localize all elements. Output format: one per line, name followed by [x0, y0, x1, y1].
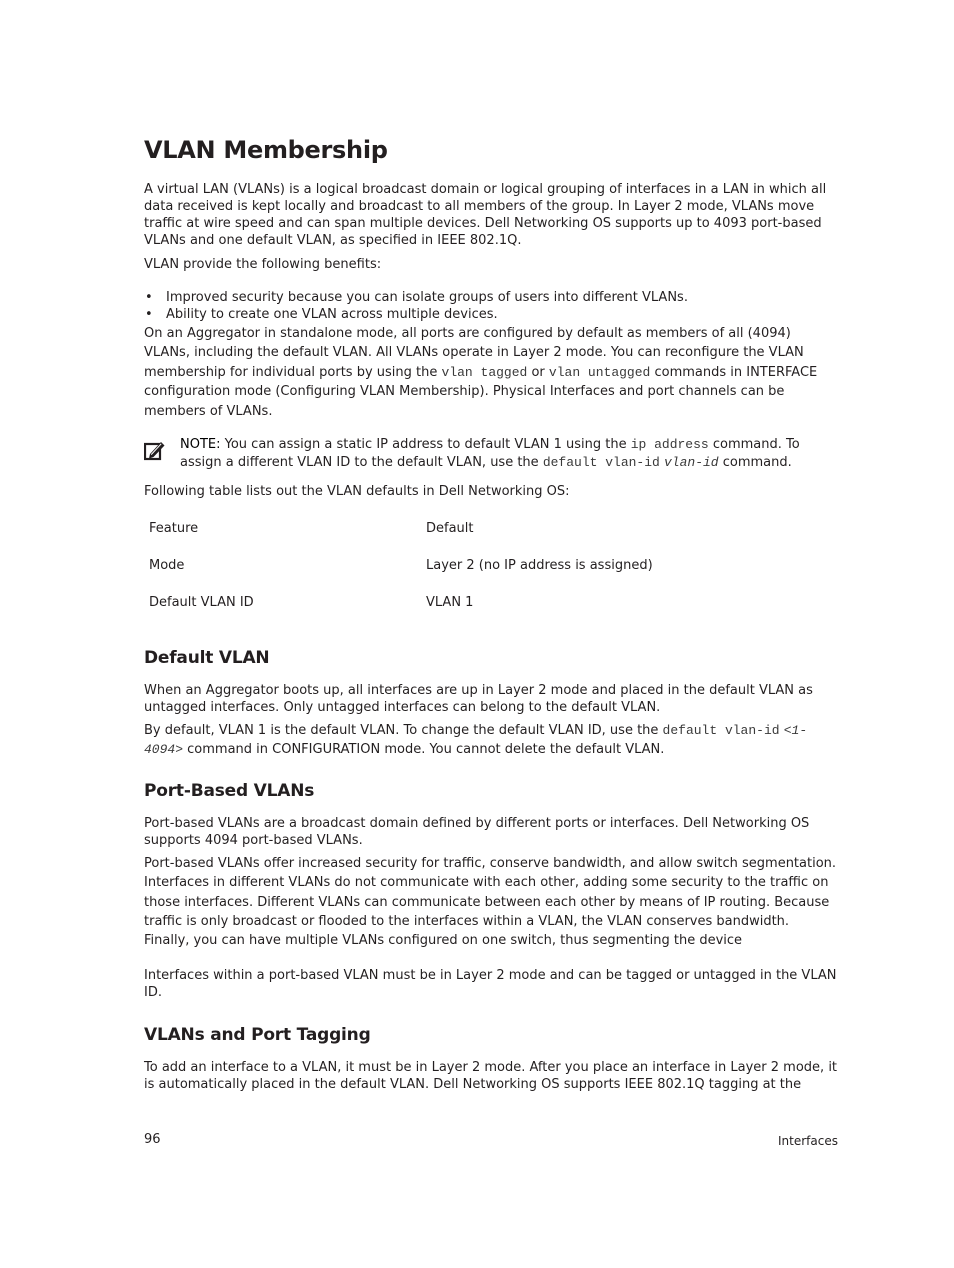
- table-cell: Mode: [149, 558, 185, 573]
- standalone-paragraph: On an Aggregator in standalone mode, all ports are configured by default as members of all (4094) VLANs, including the default VLAN. All VLANs operate in Layer 2 mode. You can reconfigure the VLAN membership for individual ports by using the vlan tagged or vlan untagged commands in INTERFACE configuration mode (Configuring VLAN Membership). Physical Interfaces and port channels can be members of VLANs.: [144, 326, 818, 419]
- command-argument: <1-4094>: [144, 723, 808, 757]
- command-ip-address: ip address: [630, 437, 709, 452]
- table-cell: Default VLAN ID: [149, 595, 254, 610]
- section-heading-port-based-vlans: Port-Based VLANs: [144, 781, 315, 801]
- command-argument: vlan-id: [663, 455, 719, 470]
- table-header-row: [144, 510, 838, 547]
- port-based-paragraph-2: Port-based VLANs offer increased security for traffic, conserve bandwidth, and allow switch segmentation. Interfaces in different VLANs do not communicate with each other, adding some security to the traffic on those interfaces. Different VLANs can communicate between each other by means of IP routing. Because traffic is only broadcast or flooded to the interfaces within a VLAN, the VLAN conserves bandwidth. Finally, you can have multiple VLANs configured on one switch, thus segmenting the device: [144, 856, 837, 949]
- table-header-cell: Feature: [149, 521, 199, 536]
- section-heading-default-vlan: Default VLAN: [144, 648, 270, 668]
- command-vlan-tagged: vlan tagged: [441, 364, 528, 380]
- port-tagging-paragraph-1: To add an interface to a VLAN, it must be in Layer 2 mode. After you place an interface in Layer 2 mode, it is automatically placed in the default VLAN. Dell Networking OS supports IEEE 802.1Q tagging at the: [144, 1060, 838, 1092]
- benefits-list: [144, 289, 838, 323]
- port-based-paragraph-1: Port-based VLANs are a broadcast domain defined by different ports or interfaces. Dell Networking OS supports 4094 port-based VLANs.: [144, 816, 810, 848]
- vlan-defaults-table: [144, 510, 838, 621]
- footer-section-name: Interfaces: [778, 1134, 838, 1148]
- footer-page-number: 96: [144, 1132, 161, 1147]
- list-item: • Improved security because you can isolate groups of users into different VLANs.: [144, 289, 838, 306]
- table-cell: VLAN 1: [426, 595, 474, 610]
- default-vlan-paragraph-2: By default, VLAN 1 is the default VLAN. To change the default VLAN ID, use the default vlan-id <1-4094> command in CONFIGURATION mode. You cannot delete the default VLAN.: [144, 723, 808, 757]
- port-based-paragraph-3: Interfaces within a port-based VLAN must be in Layer 2 mode and can be tagged or untagged in the VLAN ID.: [144, 968, 837, 1000]
- table-header-cell: Default: [426, 521, 474, 536]
- note-pencil-icon: [144, 439, 166, 461]
- table-row: [144, 584, 838, 621]
- intro-paragraph: A virtual LAN (VLANs) is a logical broadcast domain or logical grouping of interfaces in a LAN in which all data received is kept locally and broadcast to all members of the group. In Layer 2 mode, VLANs move traffic at wire speed and can span multiple devices. Dell Networking OS supports up to 4093 port-based VLANs and one default VLAN, as specified in IEEE 802.1Q.: [144, 182, 827, 248]
- table-intro: Following table lists out the VLAN defaults in Dell Networking OS:: [144, 484, 570, 499]
- table-row: [144, 547, 838, 584]
- command-default-vlan-id: default vlan-id: [662, 723, 780, 738]
- command-default-vlan-id: default vlan-id: [542, 455, 660, 470]
- note-label: NOTE:: [180, 437, 221, 452]
- default-vlan-paragraph-1: When an Aggregator boots up, all interfaces are up in Layer 2 mode and placed in the default VLAN as untagged interfaces. Only untagged interfaces can belong to the default VLAN.: [144, 683, 813, 715]
- section-heading-vlans-and-port-tagging: VLANs and Port Tagging: [144, 1025, 371, 1045]
- table-cell: Layer 2 (no IP address is assigned): [426, 558, 653, 573]
- command-vlan-untagged: vlan untagged: [548, 364, 651, 380]
- list-item: • Ability to create one VLAN across multiple devices.: [144, 306, 838, 323]
- benefits-intro: VLAN provide the following benefits:: [144, 257, 382, 272]
- note-text: NOTE: You can assign a static IP address to default VLAN 1 using the ip address command. To assign a different VLAN ID to the default VLAN, use the default vlan-id vlan-id command.: [180, 437, 800, 470]
- page-title: VLAN Membership: [144, 136, 388, 164]
